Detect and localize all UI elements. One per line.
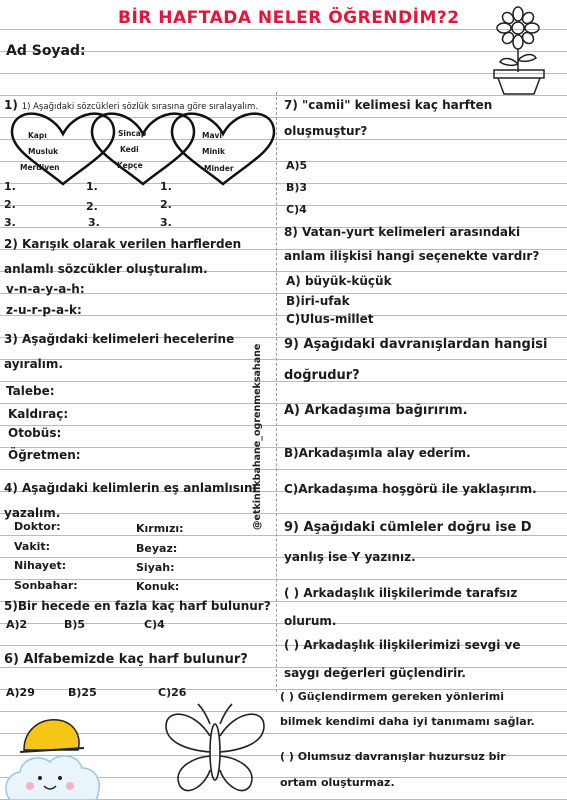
q3-word2: Kaldıraç: <box>8 407 69 421</box>
q9b-statement2-a: ( ) Arkadaşlık ilişkilerimizi sevgi ve <box>284 638 521 652</box>
h1-num3: 3. <box>4 216 16 229</box>
q7-line1: 7) "camii" kelimesi kaç harften <box>284 98 493 112</box>
h1-num2: 2. <box>4 198 16 211</box>
q4-col1-1: Doktor: <box>14 520 61 533</box>
q5-option-b: B)5 <box>64 618 86 631</box>
q2-line2: anlamlı sözcükler oluşturalım. <box>4 262 208 276</box>
q5-option-a: A)2 <box>6 618 28 631</box>
q6-option-c: C)26 <box>158 686 187 699</box>
sun-cloud-icon <box>0 708 110 800</box>
q4-col1-4: Sonbahar: <box>14 579 78 592</box>
q4-line1: 4) Aşağıdaki kelimlerin eş anlamlısını <box>4 481 257 495</box>
q4-col1-2: Vakit: <box>14 540 51 553</box>
q4-col2-2: Beyaz: <box>136 542 178 555</box>
q3-line1: 3) Aşağıdaki kelimeleri hecelerine <box>4 332 235 346</box>
h2-num3: 3. <box>88 216 100 229</box>
q6-text: 6) Alfabemizde kaç harf bulunur? <box>4 652 248 667</box>
heart1-word1: Kapı <box>28 131 47 140</box>
h1-num1: 1. <box>4 180 16 193</box>
name-label: Ad Soyad: <box>6 43 86 59</box>
q9a-line2: doğrudur? <box>284 368 360 383</box>
q8-option-a: A) büyük-küçük <box>286 274 392 288</box>
q4-col2-1: Kırmızı: <box>136 522 184 535</box>
watermark: @etkinlikbahane_ogrenmeksahane <box>252 343 263 530</box>
q9a-option-c: C)Arkadaşıma hoşgörü ile yaklaşırım. <box>284 482 537 496</box>
q4-col2-4: Konuk: <box>136 580 180 593</box>
q9b-statement4-a: ( ) Olumsuz davranışlar huzursuz bir <box>280 750 506 763</box>
q4-col2-3: Siyah: <box>136 561 175 574</box>
q7-option-a: A)5 <box>286 159 308 172</box>
q3-line2: ayıralım. <box>4 357 63 371</box>
q1-text: 1) 1) Aşağıdaki sözcükleri sözlük sırasına göre sıralayalım. <box>4 98 259 112</box>
h3-num3: 3. <box>160 216 172 229</box>
q3-word1: Talebe: <box>6 384 55 398</box>
q8-option-b: B)iri-ufak <box>286 294 350 308</box>
q3-word4: Öğretmen: <box>8 448 81 462</box>
heart1-word2: Musluk <box>28 147 59 156</box>
q2-line1: 2) Karışık olarak verilen harflerden <box>4 237 242 251</box>
q3-word3: Otobüs: <box>8 426 62 440</box>
heart3-word2: Minik <box>202 147 225 156</box>
h3-num1: 1. <box>160 180 172 193</box>
q7-option-b: B)3 <box>286 181 308 194</box>
q7-line2: oluşmuştur? <box>284 124 368 138</box>
heart2-word3: Kepçe <box>117 161 143 170</box>
q8-line2: anlam ilişkisi hangi seçenekte vardır? <box>284 249 540 263</box>
heart3-word1: Mavi <box>202 131 222 140</box>
q9b-statement4-b: ortam oluşturmaz. <box>280 776 395 789</box>
q8-option-c: C)Ulus-millet <box>286 312 374 326</box>
q9b-statement3-a: ( ) Güçlendirmem gereken yönlerimi <box>280 690 505 703</box>
q9b-statement2-b: saygı değerleri güçlendirir. <box>284 666 466 680</box>
q4-line2: yazalım. <box>4 506 61 520</box>
q9a-option-a: A) Arkadaşıma bağırırım. <box>284 403 468 418</box>
h2-num1: 1. <box>86 180 98 193</box>
q5-text: 5)Bir hecede en fazla kaç harf bulunur? <box>4 599 271 613</box>
q9a-line1: 9) Aşağıdaki davranışlardan hangisi <box>284 337 548 352</box>
q5-option-c: C)4 <box>144 618 165 631</box>
flower-pot-icon <box>488 6 554 96</box>
q6-option-a: A)29 <box>6 686 35 699</box>
q9b-statement1-a: ( ) Arkadaşlık ilişkilerimde tarafsız <box>284 586 518 600</box>
q9b-statement3-b: bilmek kendimi daha iyi tanımamı sağlar. <box>280 715 535 728</box>
butterfly-icon <box>160 700 270 800</box>
heart2-word1: Sincap <box>118 129 147 138</box>
q9a-option-b: B)Arkadaşımla alay ederim. <box>284 446 471 460</box>
heart1-word3: Merdiven <box>20 163 60 172</box>
q8-line1: 8) Vatan-yurt kelimeleri arasındaki <box>284 225 521 239</box>
q4-col1-3: Nihayet: <box>14 559 67 572</box>
page-title: BİR HAFTADA NELER ÖĞRENDİM?2 <box>118 8 460 28</box>
heart2-word2: Kedi <box>120 145 139 154</box>
q7-option-c: C)4 <box>286 203 307 216</box>
q6-option-b: B)25 <box>68 686 97 699</box>
heart3-word3: Minder <box>204 164 234 173</box>
h2-num2: 2. <box>86 200 98 213</box>
q2-item2: z-u-r-p-a-k: <box>6 303 82 317</box>
q9b-line1: 9) Aşağıdaki cümleler doğru ise D <box>284 520 532 535</box>
q9b-line2: yanlış ise Y yazınız. <box>284 550 416 564</box>
q9b-statement1-b: olurum. <box>284 614 337 628</box>
h3-num2: 2. <box>160 198 172 211</box>
q2-item1: v-n-a-y-a-h: <box>6 282 85 296</box>
q1-text-body: 1) Aşağıdaki sözcükleri sözlük sırasına göre sıralayalım. <box>21 102 259 112</box>
